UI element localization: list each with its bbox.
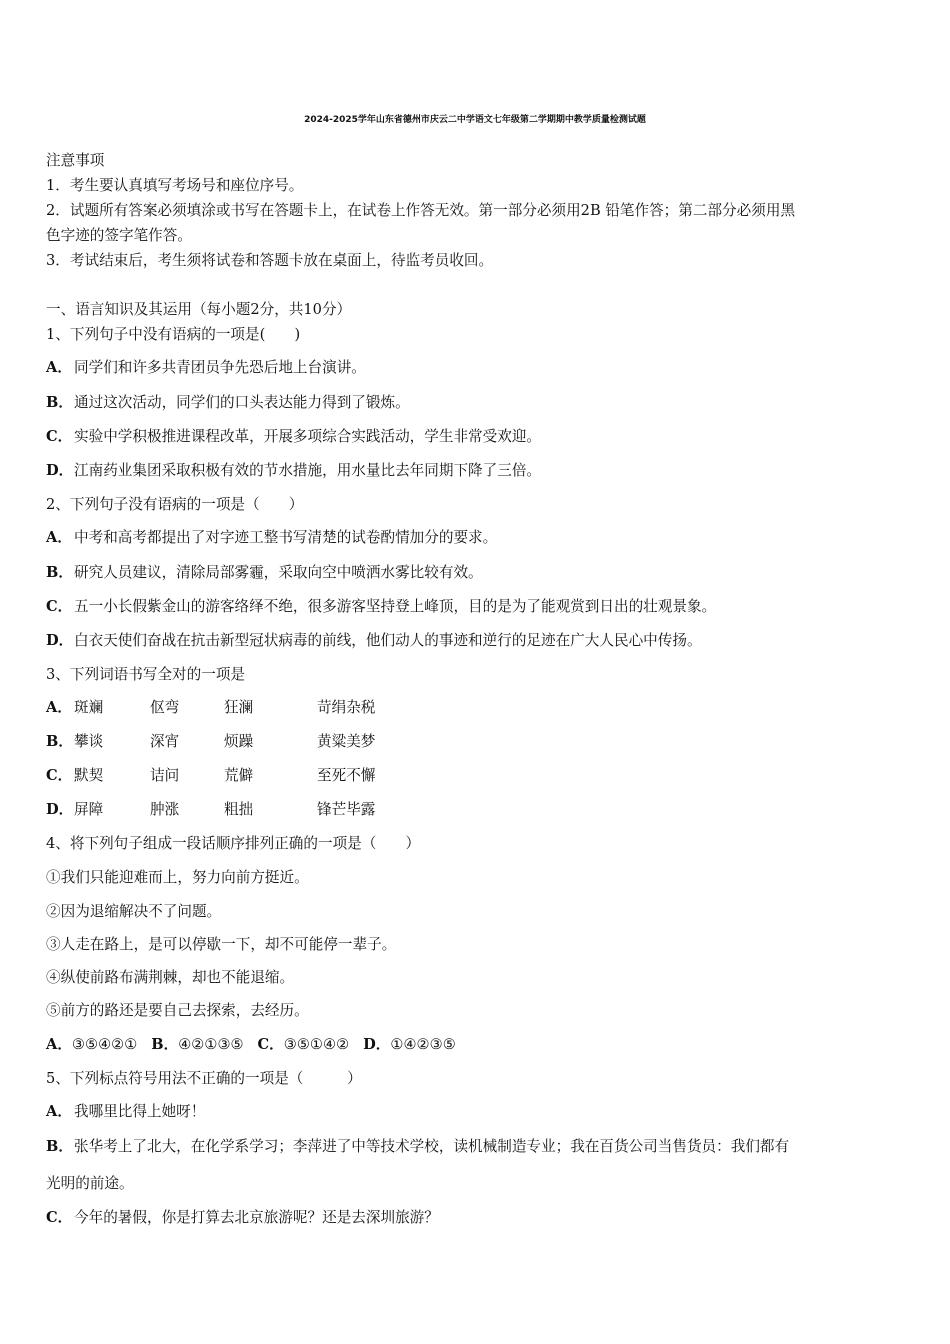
option-continuation: 光明的前途。 <box>46 1175 134 1192</box>
option-label: C． <box>46 428 73 445</box>
word-row <box>46 698 546 718</box>
option-label: A． <box>46 529 72 546</box>
option-row <box>46 563 483 583</box>
option-row <box>46 427 541 447</box>
option-text: 张华考上了北大，在化学系学习；李萍进了中等技术学校，读机械制造专业；我在百货公司当售货员：我们都有 <box>74 1138 790 1155</box>
word: 锋芒毕露 <box>317 801 376 818</box>
question-stem: 2、下列句子没有语病的一项是（ ） <box>46 496 304 513</box>
option-label: A． <box>46 699 72 716</box>
notice-heading: 注意事项 <box>46 152 105 169</box>
word: 斑斓 <box>74 699 104 716</box>
option-label: A． <box>46 1103 72 1120</box>
option-row <box>46 1208 439 1228</box>
option-row <box>46 1137 789 1157</box>
word: 粗拙 <box>224 801 254 818</box>
notice-item: 3．考试结束后，考生须将试卷和答题卡放在桌面上，待监考员收回。 <box>46 252 494 269</box>
word: 深宵 <box>150 733 180 750</box>
word-row <box>46 800 546 820</box>
option-text: 中考和高考都提出了对字迹工整书写清楚的试卷酌情加分的要求。 <box>74 529 498 546</box>
word: 肿涨 <box>150 801 180 818</box>
option-label: B． <box>46 1138 73 1155</box>
option-text: ①④②③⑤ <box>390 1036 456 1053</box>
option-text: 我哪里比得上她呀！ <box>74 1103 206 1120</box>
option-label: C． <box>46 598 73 615</box>
option-row <box>46 528 497 548</box>
option-row <box>46 393 410 413</box>
option-label: C． <box>46 767 73 784</box>
page-title: 2024-2025学年山东省德州市庆云二中学语文七年级第二学期期中教学质量检测试题 <box>304 115 646 125</box>
option-label: B． <box>151 1036 179 1053</box>
word-row <box>46 732 546 752</box>
word: 黄粱美梦 <box>317 733 376 750</box>
option-text: ③⑤④②① <box>71 1036 138 1053</box>
sentence: ③人走在路上，是可以停歇一下，却不可能停一辈子。 <box>46 936 397 953</box>
option-text: ④②①③⑤ <box>178 1036 244 1053</box>
word: 伛弯 <box>150 699 180 716</box>
option-text: 实验中学积极推进课程改革，开展多项综合实践活动，学生非常受欢迎。 <box>74 428 542 445</box>
option-text: 研究人员建议，清除局部雾霾，采取向空中喷洒水雾比较有效。 <box>74 564 483 581</box>
option-label: B． <box>46 733 73 750</box>
option-text: 江南药业集团采取积极有效的节水措施，用水量比去年同期下降了三倍。 <box>74 462 542 479</box>
option-label: B． <box>46 564 73 581</box>
word: 诘问 <box>150 767 180 784</box>
word: 狂澜 <box>224 699 254 716</box>
option-row <box>46 358 366 378</box>
answer-choices <box>46 1035 456 1055</box>
option-text: 通过这次活动，同学们的口头表达能力得到了锻炼。 <box>74 394 410 411</box>
option-text: 同学们和许多共青团员争先恐后地上台演讲。 <box>74 359 366 376</box>
question-stem: 4、将下列句子组成一段话顺序排列正确的一项是（ ） <box>46 835 421 852</box>
question-stem: 5、下列标点符号用法不正确的一项是（ ） <box>46 1070 362 1087</box>
word: 烦躁 <box>224 733 254 750</box>
option-label: B． <box>46 394 73 411</box>
option-label: D． <box>46 632 74 649</box>
option-label: D． <box>46 801 74 818</box>
notice-item: 1．考生要认真填写考场号和座位序号。 <box>46 177 304 194</box>
option-label: D． <box>46 462 74 479</box>
word: 荒僻 <box>224 767 254 784</box>
option-label: A． <box>46 1036 72 1053</box>
notice-item: 色字迹的签字笔作答。 <box>46 227 192 244</box>
word: 默契 <box>74 767 104 784</box>
question-stem: 3、下列词语书写全对的一项是 <box>46 666 246 683</box>
word: 苛绢杂税 <box>317 699 376 716</box>
option-text: 今年的暑假，你是打算去北京旅游呢？还是去深圳旅游？ <box>74 1209 439 1226</box>
sentence: ④纵使前路布满荆棘，却也不能退缩。 <box>46 969 295 986</box>
option-text: 五一小长假紫金山的游客络绎不绝，很多游客坚持登上峰顶，目的是为了能观赏到日出的壮观景象。 <box>74 598 717 615</box>
option-label: D． <box>363 1036 391 1053</box>
sentence: ②因为退缩解决不了问题。 <box>46 903 222 920</box>
option-row <box>46 631 702 651</box>
word: 攀谈 <box>74 733 104 750</box>
option-label: C． <box>257 1036 284 1053</box>
option-label: C． <box>46 1209 73 1226</box>
notice-item: 2．试题所有答案必须填涂或书写在答题卡上，在试卷上作答无效。第一部分必须用2B 铅笔作答；第二部分必须用黑 <box>46 202 796 219</box>
option-text: ③⑤①④② <box>283 1036 350 1053</box>
option-text: 白衣天使们奋战在抗击新型冠状病毒的前线，他们动人的事迹和逆行的足迹在广大人民心中传扬。 <box>74 632 702 649</box>
option-row <box>46 1102 205 1122</box>
word: 屏障 <box>74 801 104 818</box>
question-stem: 1、下列句子中没有语病的一项是( ) <box>46 326 301 343</box>
sentence: ⑤前方的路还是要自己去探索，去经历。 <box>46 1002 309 1019</box>
sentence: ①我们只能迎难而上，努力向前方挺近。 <box>46 869 309 886</box>
word-row <box>46 766 546 786</box>
option-row <box>46 597 716 617</box>
option-label: A． <box>46 359 72 376</box>
option-row <box>46 461 541 481</box>
section-heading: 一、语言知识及其运用（每小题2分，共10分） <box>46 301 352 318</box>
word: 至死不懈 <box>317 767 376 784</box>
